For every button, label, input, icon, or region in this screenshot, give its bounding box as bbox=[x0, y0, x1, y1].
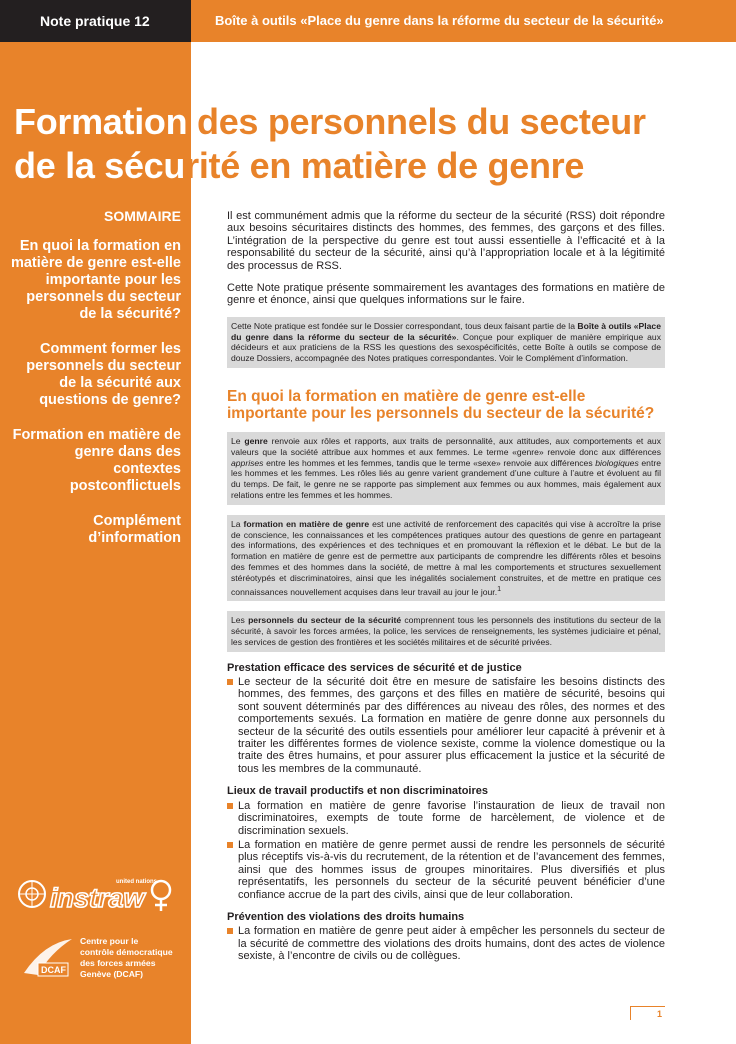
dcaf-line: Centre pour le bbox=[80, 936, 139, 946]
box-text: renvoie aux rôles et rapports, aux traits de personnalité, aux attitudes, aux comportements et aux valeurs que la société attribue aux hommes et aux femmes. Le terme «genre» renvoie donc aux différences bbox=[231, 436, 661, 457]
box-text: entre les hommes et les femmes. Les rôles liés au genre varient grandement d’une culture à l’autre et évoluent au fil du temps. De fait, le genre ne se rapporte pas simplement aux femmes ou aux hommes, mais également aux relations entre les femmes et les hommes. bbox=[231, 457, 661, 501]
instraw-logo bbox=[16, 874, 176, 914]
box-text: La bbox=[231, 518, 244, 529]
title-line1-white: Formation bbox=[14, 101, 188, 142]
instraw-small-text: united nations bbox=[116, 879, 157, 885]
box-text: entre les hommes et les femmes, tandis que le terme «sexe» renvoie aux différences bbox=[263, 457, 596, 468]
main-content bbox=[227, 210, 665, 965]
definition-box-gender bbox=[227, 432, 665, 505]
box-italic-text: biologiques bbox=[595, 457, 639, 468]
page-number: 1 bbox=[630, 1006, 665, 1020]
bullet-item: La formation en matière de genre favorise l’instauration de lieux de travail non discriminatoires, exempts de toute forme de harcèlement, de violence et de discrimination sexuels. bbox=[227, 800, 665, 837]
note-label: Note pratique 12 bbox=[0, 0, 191, 42]
subsection-heading: Prestation efficace des services de sécurité et de justice bbox=[227, 661, 522, 674]
dcaf-badge-text: DCAF bbox=[41, 965, 66, 975]
box-bold-text: personnels du secteur de la sécurité bbox=[248, 615, 402, 626]
page-title bbox=[14, 100, 714, 188]
bullet-item: La formation en matière de genre peut aider à empêcher les personnels du secteur de la sécurité de commettre des violations des droits humains, dont des actes de violence sexiste, à l’encontre de civils ou de collègues. bbox=[227, 925, 665, 962]
box-text: Cette Note pratique est fondée sur le Dossier correspondant, tous deux faisant partie de la bbox=[231, 320, 578, 331]
box-text: Le bbox=[231, 436, 245, 447]
box-text: . Conçue pour expliquer de manière empirique aux décideurs et aux praticiens de la RSS les questions des sexospécificités, cette Boîte à outils se compose de douze Dossiers, accompagnée des Notes pratiques correspondantes. Voir le Complément d’information. bbox=[231, 331, 662, 364]
instraw-wordmark: instraw bbox=[50, 883, 145, 913]
title-line1-orange: des personnels du secteur bbox=[187, 101, 646, 142]
summary-item[interactable]: Formation en matière de genre dans des contextes postconflictuels bbox=[12, 427, 181, 494]
box-bold-text: formation en matière de genre bbox=[243, 518, 370, 529]
subsection-heading: Lieux de travail productifs et non discriminatoires bbox=[227, 785, 489, 798]
section-heading: En quoi la formation en matière de genre est-elle importante pour les personnels du secteur de la sécurité? bbox=[227, 388, 655, 423]
dcaf-line: contrôle démocratique bbox=[80, 947, 173, 957]
definition-box-personnel bbox=[227, 611, 665, 651]
intro-paragraph: Il est communément admis que la réforme du secteur de la sécurité (RSS) doit répondre aux besoins sécuritaires distincts des hommes, des femmes, des garçons et des filles. L’intégration de la perspective du genre est tout aussi essentielle à l’efficacité et à la responsabilité du secteur de la sécurité, ainsi qu’à l’appropriation locale et à la légitimité des processus de RSS. bbox=[227, 210, 665, 272]
box-text: Les bbox=[231, 615, 249, 626]
bullet-item: Le secteur de la sécurité doit être en mesure de satisfaire les besoins distincts des hommes, des femmes, des garçons et des filles en matière de sécurité, besoins qui sont souvent déterminés par des différences au niveau des rôles, des normes et des comportements sexués. La formation en matière de genre donne aux personnels du secteur de la sécurité des outils essentiels pour améliorer leur capacité à prévenir et à traiter les différentes formes de violence sexiste, comme la violence domestique ou la traite des êtres humains, et pour assurer plus efficacement la justice et la sécurité de tous les membres de la communauté. bbox=[227, 676, 665, 775]
dcaf-line: des forces armées bbox=[80, 958, 156, 968]
box-bold-text: genre bbox=[244, 436, 268, 447]
bullet-item: La formation en matière de genre permet aussi de rendre les personnels de sécurité plus réceptifs vis-à-vis du recrutement, de la rétention et de l’avancement des femmes, ainsi que des hommes issus de groupes minoritaires. Plus diversifiés et plus représentatifs, les personnels du secteur de la sécurité peuvent bénéficier d’une confiance accrue de la part des civils, ainsi que de leur collaboration. bbox=[227, 839, 665, 901]
summary-item[interactable]: Complément d’information bbox=[88, 513, 181, 546]
subsection-heading: Prévention des violations des droits humains bbox=[227, 910, 465, 923]
title-line2-white: de la sécu bbox=[14, 145, 186, 186]
intro-paragraph: Cette Note pratique présente sommairement les avantages des formations en matière de genre et énonce, ainsi que quelques informations sur le faire. bbox=[227, 282, 665, 307]
dcaf-line: Genève (DCAF) bbox=[80, 969, 144, 979]
title-line2-orange: rité en matière de genre bbox=[185, 145, 585, 186]
box-italic-text: apprises bbox=[231, 457, 264, 468]
summary-item[interactable]: Comment former les personnels du secteur de la sécurité aux questions de genre? bbox=[26, 341, 181, 408]
female-symbol-icon bbox=[152, 881, 170, 899]
footnote-ref[interactable]: 1 bbox=[497, 584, 502, 593]
summary-sidebar bbox=[10, 208, 181, 565]
summary-heading: SOMMAIRE bbox=[104, 208, 181, 224]
source-note-box bbox=[227, 317, 665, 368]
box-text: comprennent tous les personnels des institutions du secteur de la sécurité, à savoir les forces armées, la police, les services de renseignements, les systèmes judiciaire et pénal, les services de gestion des frontières et les sociétés militaires et de sécurité privées. bbox=[231, 615, 661, 647]
toolkit-title: Boîte à outils «Place du genre dans la réforme du secteur de la sécurité» bbox=[191, 0, 736, 42]
summary-item[interactable]: En quoi la formation en matière de genre est-elle importante pour les personnels du secteur de la sécurité? bbox=[10, 238, 181, 322]
dcaf-name bbox=[80, 936, 185, 980]
box-bold-text: Boîte à outils «Place du genre dans la réforme du secteur de la sécurité» bbox=[231, 320, 661, 342]
definition-box-training bbox=[227, 515, 665, 601]
box-text: est une activité de renforcement des capacités qui vise à accroître la prise de conscience, les connaissances et les compétences pratiques autour des questions de genre en partageant des informations, des expériences et des techniques et en promouvant la réflexion et le débat. Le but de la formation en matière de genre est de permettre aux participants de comprendre les différents rôles et besoins des femmes et des hommes dans la société, de mettre à mal les comportements et structures sexuellement stéréotypés et discriminatoires, ainsi que les inégalités socialement construites, et de mettre en pratique ces connaissances nouvellement acquises dans leur travail au jour le jour. bbox=[231, 518, 662, 597]
